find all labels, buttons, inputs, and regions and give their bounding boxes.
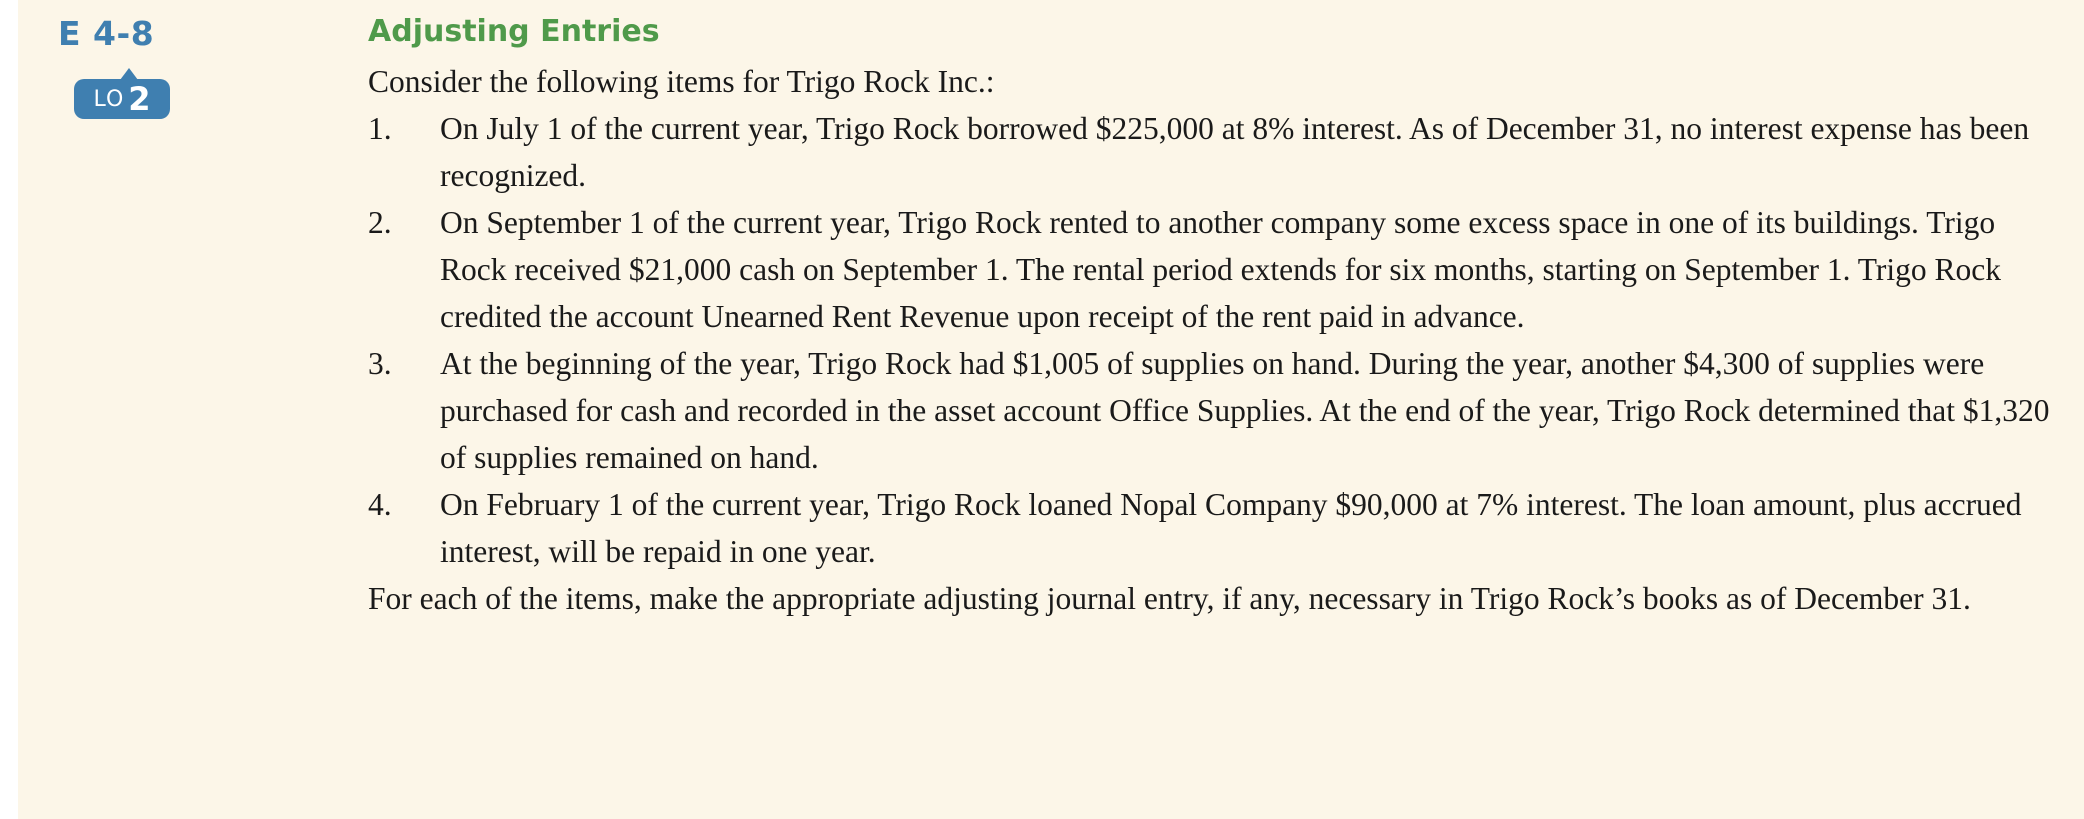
list-item — [368, 481, 2068, 575]
item-text: On September 1 of the current year, Trigo Rock rented to another company some excess space in one of its buildings. Trigo Rock received $21,000 cash on September 1. The rental period extends for six months, starting on September 1. Trigo Rock credited the account Unearned Rent Revenue upon receipt of the rent paid in advance. — [440, 205, 2002, 334]
item-text: On July 1 of the current year, Trigo Rock borrowed $225,000 at 8% interest. As of December 31, no interest expense has been recognized. — [440, 111, 2030, 193]
learning-objective-badge — [74, 79, 170, 119]
item-number: 4. — [368, 487, 392, 522]
item-number: 1. — [368, 111, 392, 146]
exercise-instructions: For each of the items, make the appropriate adjusting journal entry, if any, necessary in Trigo Rock’s books as of December 31. — [368, 581, 1971, 616]
badge-pointer — [120, 68, 138, 80]
exercise-number: E 4-8 — [58, 14, 155, 53]
lo-number: 2 — [128, 80, 151, 118]
exercise-title: Adjusting Entries — [368, 14, 660, 49]
item-number: 3. — [368, 346, 392, 381]
lo-label: LO — [93, 86, 125, 112]
exercise-content — [368, 10, 2068, 622]
list-item — [368, 199, 2068, 340]
item-text: On February 1 of the current year, Trigo Rock loaned Nopal Company $90,000 at 7% interest. The loan amount, plus accrued interest, will be repaid in one year. — [440, 487, 2022, 569]
list-item — [368, 340, 2068, 481]
item-number: 2. — [368, 205, 392, 240]
exercise-intro: Consider the following items for Trigo Rock Inc.: — [368, 64, 995, 99]
exercise-page — [18, 0, 2084, 819]
item-text: At the beginning of the year, Trigo Rock had $1,005 of supplies on hand. During the year, another $4,300 of supplies were purchased for cash and recorded in the asset account Office Supplies. At the end of the year, Trigo Rock determined that $1,320 of supplies remained on hand. — [440, 346, 2050, 475]
exercise-margin — [58, 14, 198, 119]
list-item — [368, 105, 2068, 199]
